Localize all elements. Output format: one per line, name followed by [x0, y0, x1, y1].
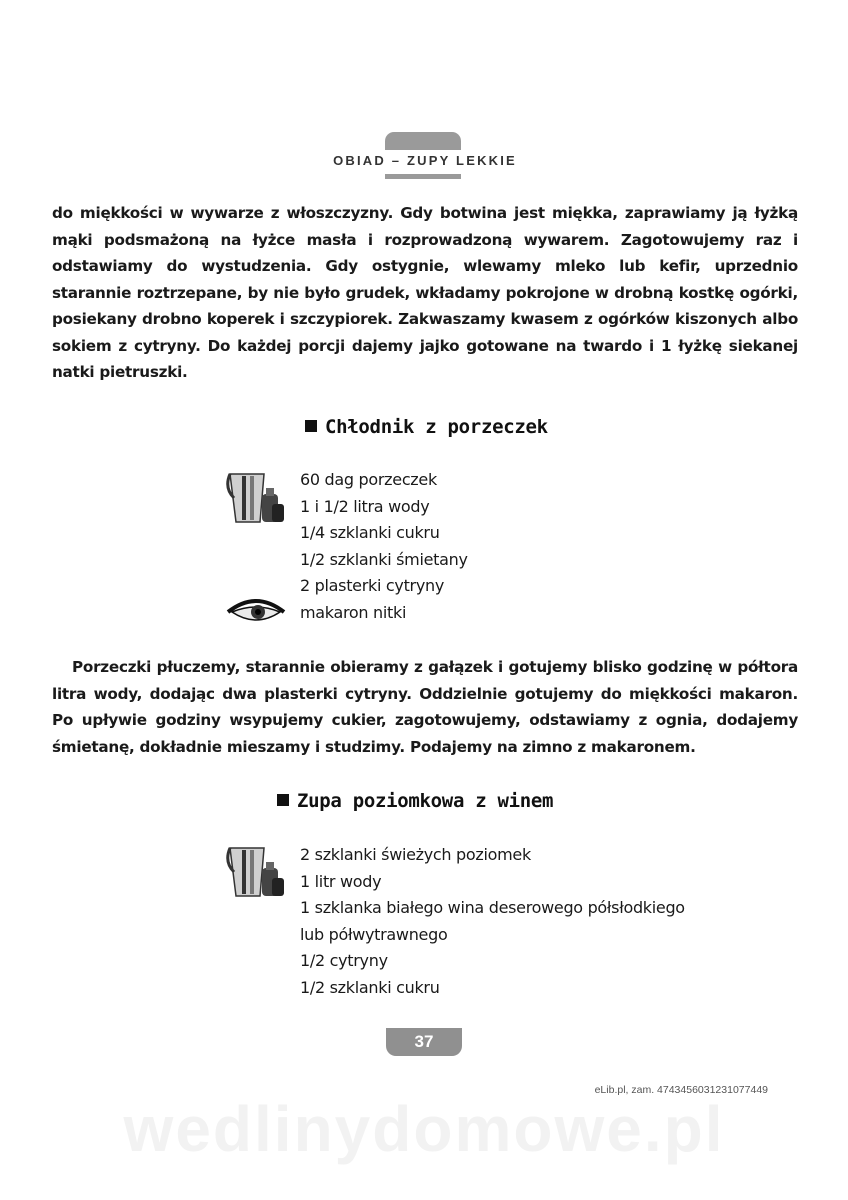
- intro-paragraph: do miękkości w wywarze z włoszczyzny. Gdy botwina jest miękka, zaprawiamy ją łyżką mąki podsmażoną na łyżce masła i rozprowadzoną wywarem. Zagotowujemy raz i odstawiamy do wystudzenia. Gdy ostygnie, wlewamy mleko lub kefir, uprzednio starannie roztrzepane, by nie było grudek, wkładamy pokrojone w drobną kostkę ogórki, posiekany drobno koperek i szczypiorek. Zakwaszamy kwasem z ogórków kiszonych albo sokiem z cytryny. Do każdej porcji dajemy jajko gotowane na twardo i 1 łyżkę siekanej natki pietruszki.: [52, 204, 798, 381]
- ingredient-item: 1 i 1/2 litra wody: [300, 496, 430, 516]
- measuring-cup-icon: [226, 842, 286, 900]
- ingredient-item: 60 dag porzeczek: [300, 470, 437, 489]
- header-tab-decoration: [385, 132, 461, 150]
- recipe-title-1: [305, 416, 548, 438]
- ingredient-list-2: [300, 842, 820, 1002]
- page-number: 37: [386, 1028, 462, 1056]
- recipe-method-1: Porzeczki płuczemy, starannie obieramy z gałązek i gotujemy blisko godzinę w półtora litra wody, dodając dwa plasterki cytryny. Oddzielnie gotujemy do miękkości makaron. Po upływie godziny wsypujemy cukier, zagotowujemy, odstawiamy z ognia, dodajemy śmietanę, dokładnie mieszamy i studzimy. Podajemy na zimno z makaronem.: [52, 658, 798, 756]
- ingredient-item: 2 plasterki cytryny: [300, 576, 444, 596]
- ingredient-item: 1/2 cytryny: [300, 951, 388, 971]
- measuring-cup-icon: [226, 468, 286, 526]
- ingredient-item: 2 szklanki świeżych poziomek: [300, 845, 531, 864]
- watermark: wedlinydomowe.pl: [123, 1093, 725, 1165]
- ingredient-item: lub półwytrawnego: [300, 924, 448, 944]
- bullet-square-icon: [305, 420, 317, 432]
- ingredient-item: 1/2 szklanki śmietany: [300, 549, 468, 569]
- ingredient-item: 1 litr wody: [300, 871, 382, 891]
- bullet-square-icon: [277, 794, 289, 806]
- section-header: OBIAD – ZUPY LEKKIE: [333, 153, 517, 168]
- recipe-title-text: Zupa poziomkowa z winem: [297, 790, 554, 812]
- ingredient-list-1: [300, 467, 820, 627]
- ingredient-item: 1/2 szklanki cukru: [300, 977, 440, 997]
- ingredient-item: makaron nitki: [300, 602, 407, 622]
- recipe-title-2: [277, 790, 553, 812]
- footer-order-info: eLib.pl, zam. 4743456031231077449: [594, 1084, 768, 1096]
- recipe-title-text: Chłodnik z porzeczek: [325, 416, 548, 438]
- ingredient-item: 1/4 szklanki cukru: [300, 523, 440, 543]
- eye-icon: [226, 596, 286, 626]
- ingredient-item: 1 szklanka białego wina deserowego półsłodkiego: [300, 898, 685, 918]
- header-underline-decoration: [385, 174, 461, 179]
